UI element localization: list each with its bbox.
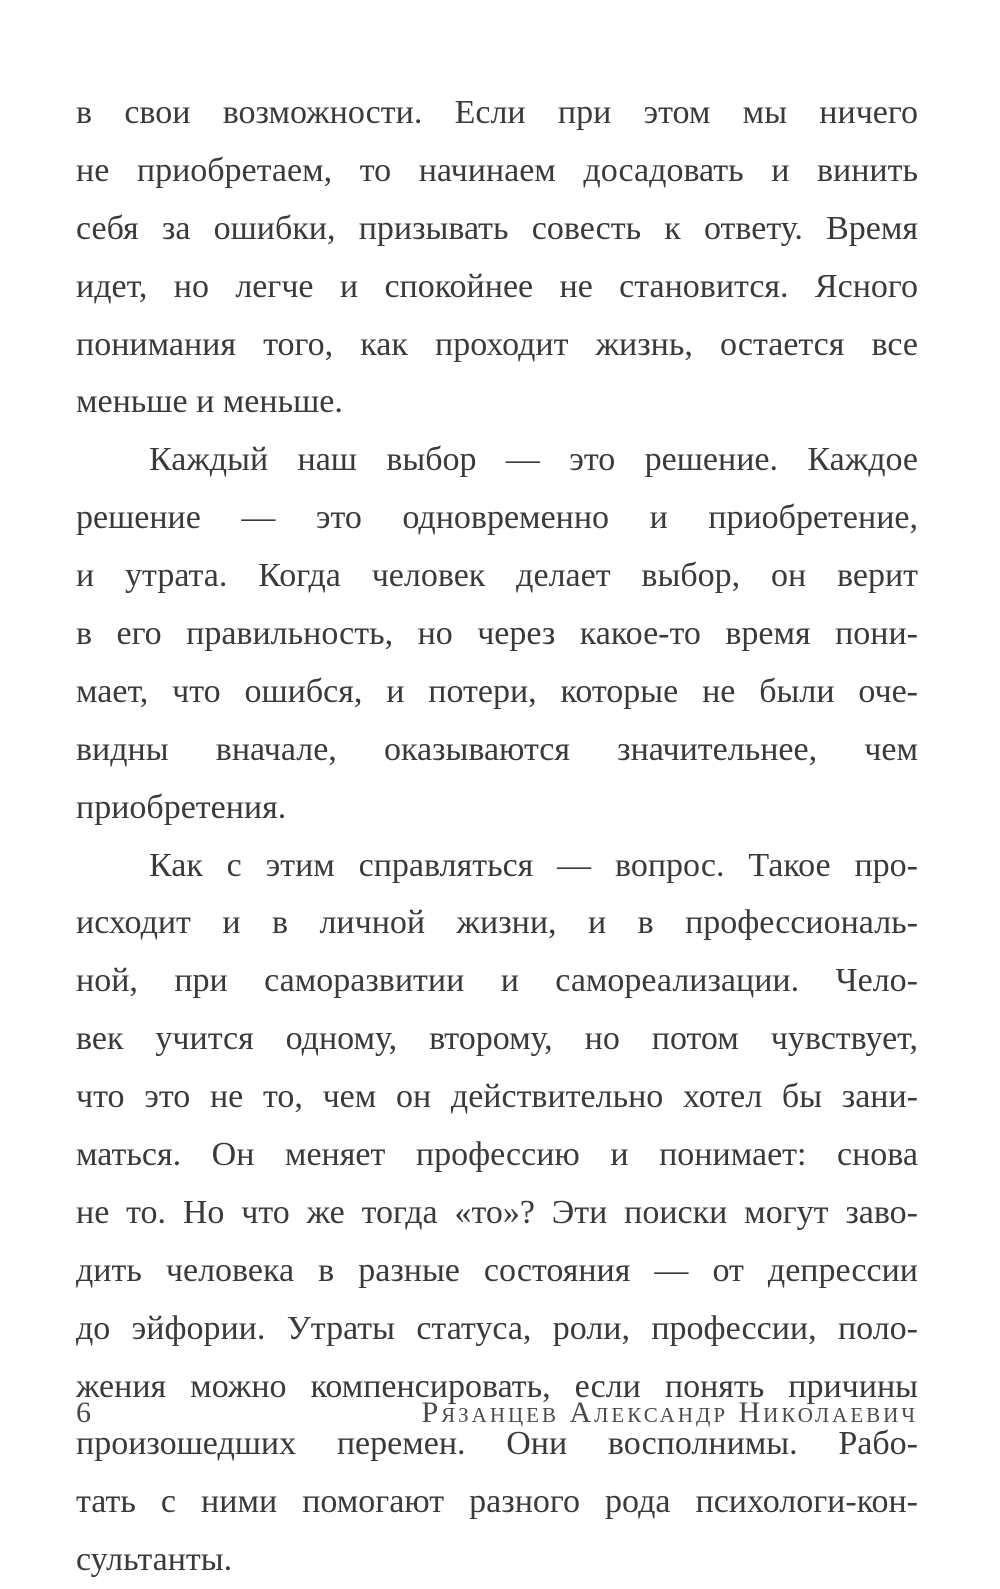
text-line: не то. Но что же тогда «то»? Эти поиски могут заво- <box>76 1193 918 1231</box>
text-line: до эйфории. Утраты статуса, роли, профессии, поло- <box>76 1309 918 1347</box>
text-line: ной, при саморазвитии и самореализации. Чело- <box>76 962 918 1000</box>
text-line: в свои возможности. Если при этом мы ничего <box>76 94 918 131</box>
text-line: исходит и в личной жизни, и в профессиональ- <box>76 904 918 942</box>
text-line: в его правильность, но через какое-то время пони- <box>76 615 918 653</box>
text-line: идет, но легче и спокойнее не становится. Ясного <box>76 267 918 305</box>
text-line: приобретения. <box>76 788 287 826</box>
text-line: сультанты. <box>76 1541 233 1579</box>
running-footer-author: Рязанцев Александр Николаевич <box>421 1396 918 1429</box>
text-line: тать с ними помогают разного рода психологи-кон- <box>76 1483 918 1521</box>
text-line: понимания того, как проходит жизнь, остается все <box>76 325 918 363</box>
page-footer <box>76 1393 918 1433</box>
text-line: не приобретаем, то начинаем досадовать и винить <box>76 151 918 189</box>
text-line: век учится одному, второму, но потом чувствует, <box>76 1020 918 1058</box>
text-line: себя за ошибки, призывать совесть к ответу. Время <box>76 209 918 247</box>
body-text <box>76 84 918 1589</box>
text-line: жения можно компенсировать, если понять причины <box>76 1367 918 1405</box>
text-line: дить человека в разные состояния — от депрессии <box>76 1251 918 1289</box>
text-line: маться. Он меняет профессию и понимает: снова <box>76 1136 918 1174</box>
text-line: видны вначале, оказываются значительнее, чем <box>76 730 918 768</box>
text-line: что это не то, чем он действительно хотел бы зани- <box>76 1078 918 1116</box>
text-line: решение — это одновременно и приобретение, <box>76 499 918 537</box>
page-number: 6 <box>76 1396 91 1429</box>
text-line: Как с этим справляться — вопрос. Такое про- <box>149 846 918 884</box>
text-line: Каждый наш выбор — это решение. Каждое <box>149 441 918 479</box>
text-line: меньше и меньше. <box>76 383 343 421</box>
text-line: мает, что ошибся, и потери, которые не были оче- <box>76 672 918 710</box>
text-line: произошедших перемен. Они восполнимы. Рабо- <box>76 1425 918 1463</box>
text-line: и утрата. Когда человек делает выбор, он верит <box>76 557 918 595</box>
